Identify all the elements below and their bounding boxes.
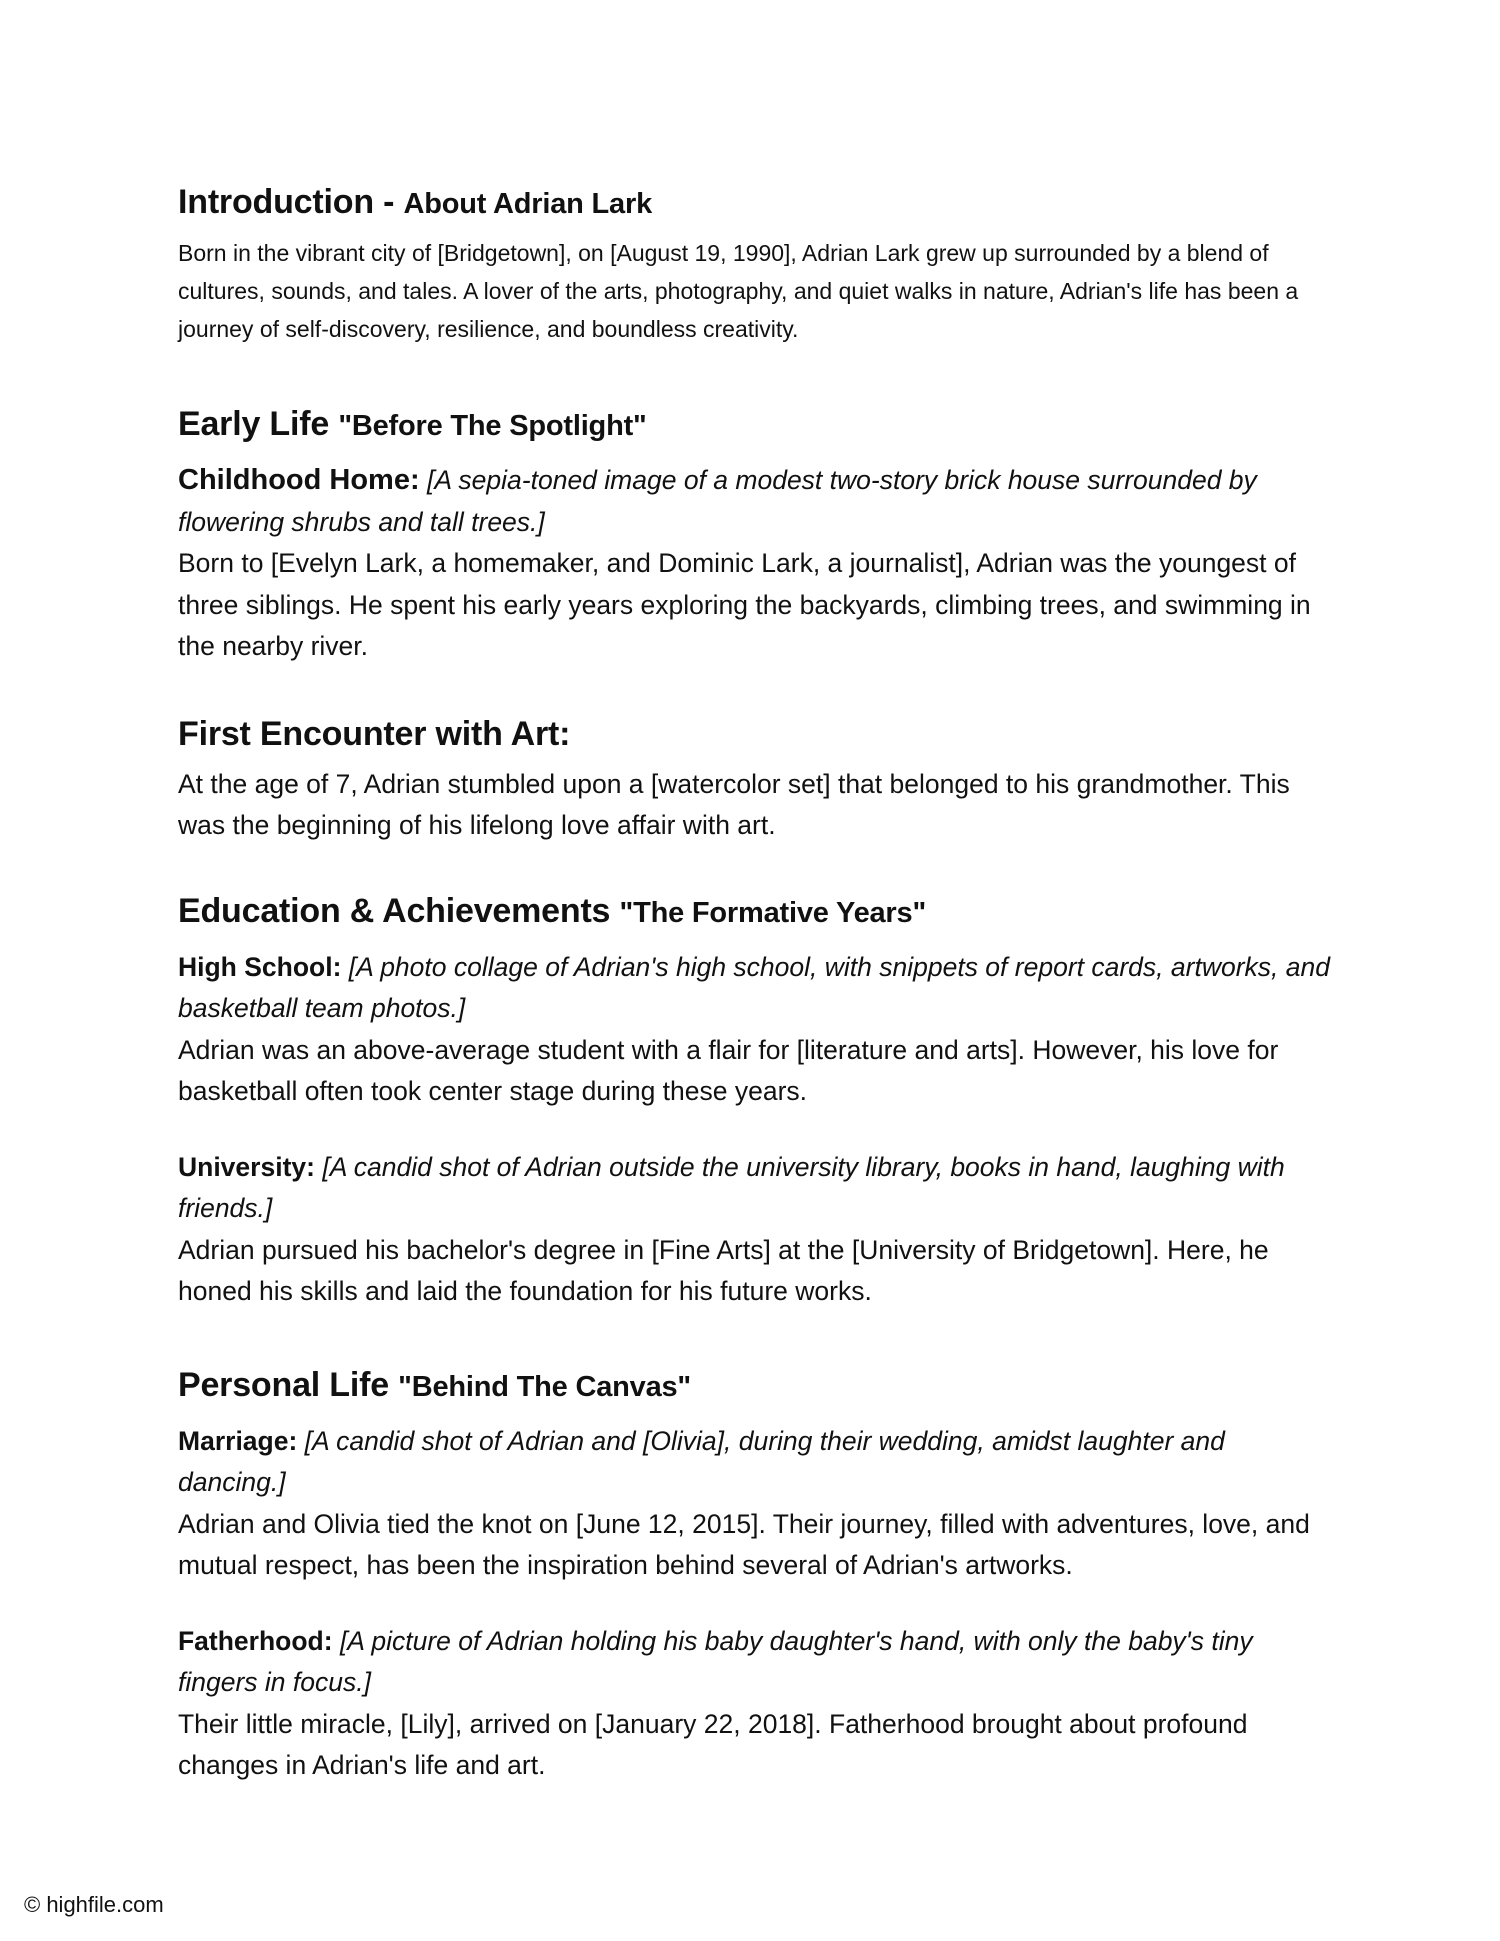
early-life-subtitle: "Before The Spotlight" [338, 410, 647, 442]
marriage-label: Marriage: [178, 1425, 298, 1456]
marriage-text: Adrian and Olivia tied the knot on [June 12, 2015]. Their journey, filled with adventures, love, and mutual respect, has been the inspiration behind several of Adrian's artworks. [178, 1508, 1310, 1580]
document-page [178, 178, 1338, 1787]
education-heading [178, 887, 1338, 937]
marriage-caption: [A candid shot of Adrian and [Olivia], during their wedding, amidst laughter and dancing.] [178, 1425, 1225, 1497]
early-life-title: Early Life [178, 405, 330, 443]
high-school-caption: [A photo collage of Adrian's high school, with snippets of report cards, artworks, and basketball team photos.] [178, 951, 1330, 1023]
university-caption-line [178, 1147, 1338, 1230]
childhood-home-label: Childhood Home: [178, 464, 420, 496]
high-school-caption-line [178, 947, 1338, 1030]
university-entry [178, 1147, 1338, 1313]
marriage-entry [178, 1421, 1338, 1587]
intro-title: Introduction - [178, 183, 395, 221]
childhood-home-caption: [A sepia-toned image of a modest two-story brick house surrounded by flowering shrubs and tall trees.] [178, 465, 1257, 537]
high-school-label: High School: [178, 951, 342, 982]
personal-life-subtitle: "Behind The Canvas" [398, 1370, 691, 1403]
intro-paragraph: Born in the vibrant city of [Bridgetown], on [August 19, 1990], Adrian Lark grew up surrounded by a blend of cultures, sounds, and tales. A lover of the arts, photography, and quiet walks in nature, Adrian's life has been a journey of self-discovery, resilience, and boundless creativity. [178, 240, 1299, 342]
fatherhood-text: Their little miracle, [Lily], arrived on [January 22, 2018]. Fatherhood brought about profound changes in Adrian's life and art. [178, 1708, 1248, 1780]
intro-heading [178, 178, 1338, 228]
education-subtitle: "The Formative Years" [619, 896, 926, 929]
marriage-caption-line [178, 1421, 1338, 1504]
fatherhood-caption: [A picture of Adrian holding his baby daughter's hand, with only the baby's tiny fingers in focus.] [178, 1625, 1253, 1697]
high-school-text: Adrian was an above-average student with a flair for [literature and arts]. However, his love for basketball often took center stage during these years. [178, 1034, 1279, 1106]
fatherhood-caption-line [178, 1621, 1338, 1704]
fatherhood-entry [178, 1621, 1338, 1787]
personal-life-heading [178, 1361, 1338, 1411]
university-caption: [A candid shot of Adrian outside the university library, books in hand, laughing with friends.] [178, 1151, 1285, 1223]
education-title: Education & Achievements [178, 891, 611, 930]
university-text: Adrian pursued his bachelor's degree in [Fine Arts] at the [University of Bridgetown]. Here, he honed his skills and laid the foundation for his future works. [178, 1234, 1269, 1306]
first-encounter-text: At the age of 7, Adrian stumbled upon a [watercolor set] that belonged to his grandmother. This was the beginning of his lifelong love affair with art. [178, 768, 1290, 840]
personal-life-title: Personal Life [178, 1365, 389, 1404]
first-encounter-title: First Encounter with Art: [178, 714, 571, 753]
childhood-home-caption-line [178, 460, 1338, 543]
childhood-home-entry [178, 460, 1338, 668]
early-life-heading [178, 400, 1338, 450]
childhood-home-text: Born to [Evelyn Lark, a homemaker, and Dominic Lark, a journalist], Adrian was the youngest of three siblings. He spent his early years exploring the backyards, climbing trees, and swimming in the nearby river. [178, 548, 1311, 661]
university-label: University: [178, 1151, 315, 1182]
intro-subtitle: About Adrian Lark [403, 188, 652, 220]
high-school-entry [178, 947, 1338, 1113]
fatherhood-label: Fatherhood: [178, 1625, 333, 1656]
copyright-footer: © highfile.com [24, 1892, 164, 1917]
